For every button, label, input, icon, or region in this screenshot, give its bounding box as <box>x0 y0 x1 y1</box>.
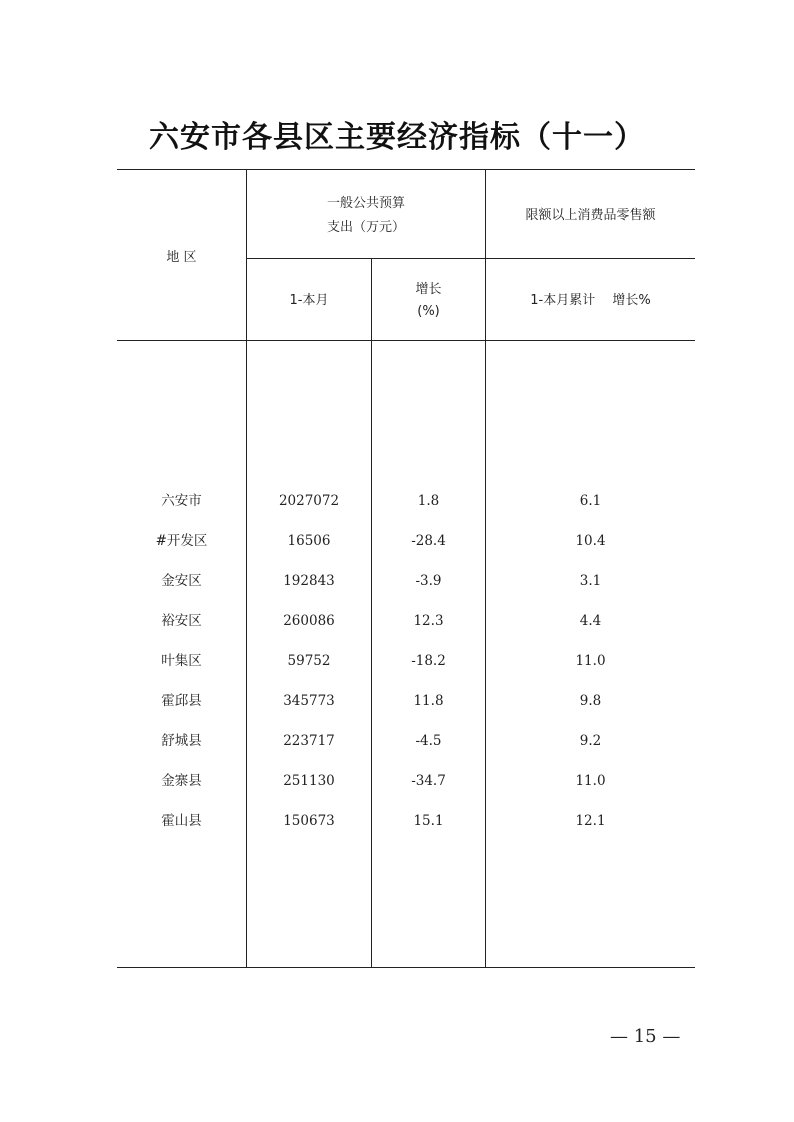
header-budget-line2: 支出（万元） <box>326 220 405 235</box>
header-growth-line1: 增长 <box>415 282 442 297</box>
cell-budget: 192843 <box>283 573 335 589</box>
cell-budget: 251130 <box>283 773 335 789</box>
cell-growth: 15.1 <box>413 813 444 829</box>
cell-growth: -28.4 <box>411 533 446 549</box>
cell-growth: -34.7 <box>411 773 446 789</box>
cell-budget: 150673 <box>283 813 335 829</box>
column-divider-1 <box>246 169 247 967</box>
cell-growth: -3.9 <box>415 573 442 589</box>
cell-region: 霍山县 <box>161 813 202 829</box>
cell-region: #开发区 <box>155 533 208 549</box>
cell-budget: 59752 <box>287 653 331 669</box>
cell-growth: -4.5 <box>415 733 442 749</box>
cell-region: 金安区 <box>161 573 202 589</box>
cell-budget: 16506 <box>287 533 331 549</box>
header-retail-sub: 1-本月累计 增长% <box>530 293 651 308</box>
cell-region: 叶集区 <box>161 653 202 669</box>
cell-region: 舒城县 <box>161 733 202 749</box>
cell-growth: 12.3 <box>413 613 444 629</box>
cell-region: 霍邱县 <box>161 693 202 709</box>
cell-retail-growth: 6.1 <box>579 493 602 509</box>
header-retail: 限额以上消费品零售额 <box>525 208 656 223</box>
cell-retail-growth: 9.2 <box>579 733 602 749</box>
cell-budget: 223717 <box>283 733 335 749</box>
cell-retail-growth: 11.0 <box>575 653 606 669</box>
cell-retail-growth: 3.1 <box>579 573 602 589</box>
cell-growth: -18.2 <box>411 653 446 669</box>
header-ytd: 1-本月 <box>289 293 329 308</box>
header-bottom-rule <box>117 340 695 341</box>
cell-retail-growth: 4.4 <box>579 613 602 629</box>
cell-region: 裕安区 <box>161 613 202 629</box>
cell-budget: 2027072 <box>278 493 340 509</box>
column-divider-3 <box>485 169 486 967</box>
cell-retail-growth: 9.8 <box>579 693 602 709</box>
cell-budget: 260086 <box>283 613 335 629</box>
page-number: — 15 — <box>610 1026 681 1047</box>
cell-retail-growth: 11.0 <box>575 773 606 789</box>
header-growth-line2: (%) <box>417 304 440 319</box>
cell-region: 金寨县 <box>161 773 202 789</box>
cell-retail-growth: 10.4 <box>575 533 606 549</box>
cell-budget: 345773 <box>283 693 335 709</box>
header-region: 地 区 <box>166 250 197 265</box>
cell-growth: 11.8 <box>413 693 444 709</box>
table-top-rule <box>117 169 695 170</box>
page-title: 六安市各县区主要经济指标（十一） <box>149 120 645 155</box>
cell-retail-growth: 12.1 <box>575 813 606 829</box>
header-budget-line1: 一般公共预算 <box>326 196 405 211</box>
header-mid-rule <box>247 258 695 259</box>
cell-growth: 1.8 <box>417 493 440 509</box>
table-bottom-rule <box>117 967 695 968</box>
cell-region: 六安市 <box>161 493 202 509</box>
